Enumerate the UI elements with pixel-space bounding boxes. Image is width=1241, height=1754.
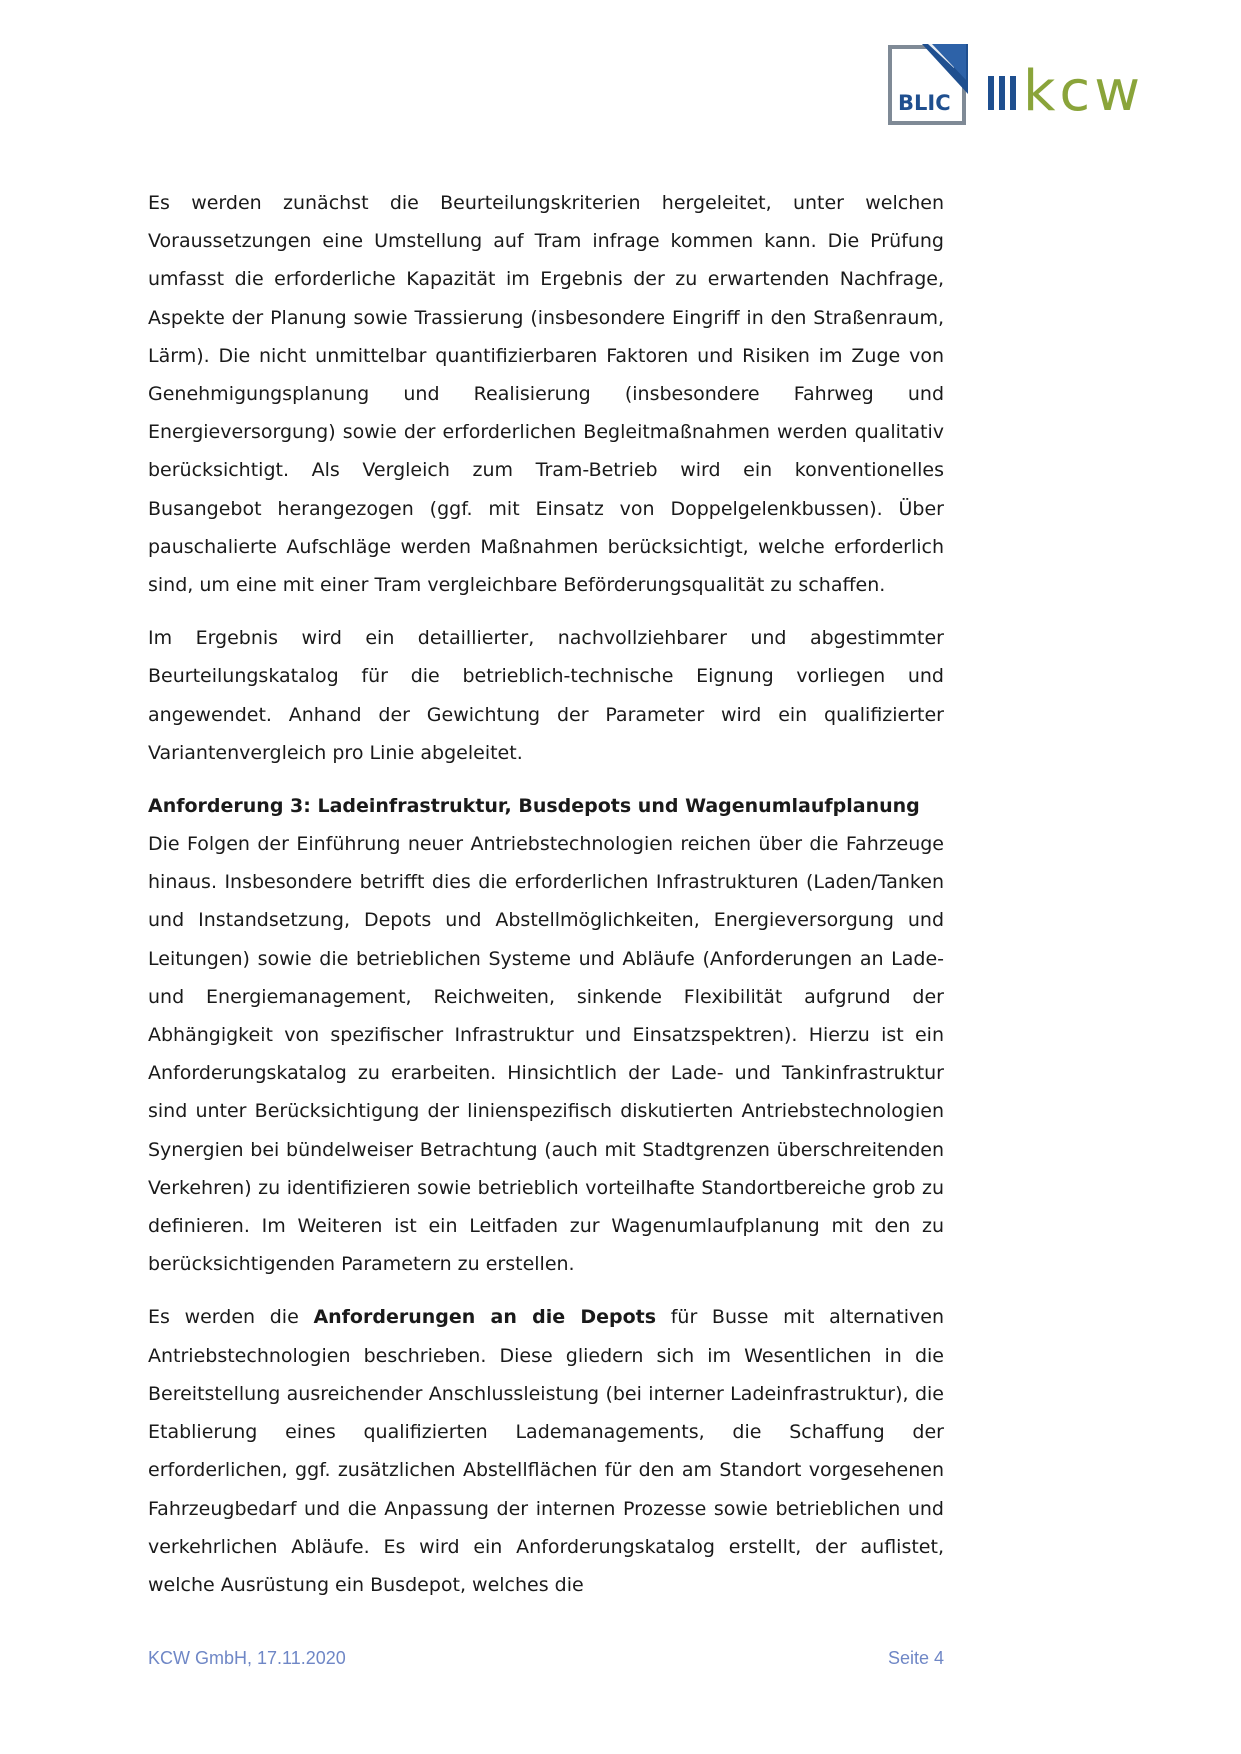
document-body: [148, 184, 944, 1619]
paragraph-4-rest: für Busse mit alternativen Antriebstechnologien beschrieben. Diese gliedern sich im Wesentlichen in die Bereitstellung ausreichender Anschlussleistung (bei interner Ladeinfrastruktur), die Etablierung eines qualifizierten Lademanagements, die Schaffung der erforderlichen, ggf. zusätzlichen Abstellflächen für den am Standort vorgesehenen Fahrzeugbedarf und die Anpassung der internen Prozesse sowie betrieblichen und verkehrlichen Abläufe. Es wird ein Anforderungskatalog erstellt, der auflistet, welche Ausrüstung ein Busdepot, welches die: [148, 1306, 944, 1596]
logo-graphic: [888, 44, 1178, 128]
paragraph-4: [148, 1298, 944, 1604]
footer-page-number: Seite 4: [887, 1648, 944, 1668]
blic-logo: [890, 44, 968, 123]
header-logos: [888, 44, 1178, 128]
footer-company-date: KCW GmbH, 17.11.2020: [148, 1648, 346, 1668]
kcw-logo-text: kcw: [1023, 59, 1145, 124]
paragraph-2: Im Ergebnis wird ein detaillierter, nachvollziehbarer und abgestimmter Beurteilungskatalog für die betrieblich-technische Eignung vorliegen und angewendet. Anhand der Gewichtung der Parameter wird ein qualifizierter Variantenvergleich pro Linie abgeleitet.: [148, 627, 944, 764]
paragraph-3: Die Folgen der Einführung neuer Antriebstechnologien reichen über die Fahrzeuge hinaus. Insbesondere betrifft dies die erforderlichen Infrastrukturen (Laden/Tanken und Instandsetzung, Depots und Abstellmöglichkeiten, Energieversorgung und Leitungen) sowie die betrieblichen Systeme und Abläufe (Anforderungen an Lade- und Energiemanagement, Reichweiten, sinkende Flexibilität aufgrund der Abhängigkeit von spezifischer Infrastruktur und Einsatzspektren). Hierzu ist ein Anforderungskatalog zu erarbeiten. Hinsichtlich der Lade- und Tankinfrastruktur sind unter Berücksichtigung der linienspezifisch diskutierten Antriebstechnologien Synergien bei bündelweiser Betrachtung (auch mit Stadtgrenzen überschreitenden Verkehren) zu identifizieren sowie betrieblich vorteilhafte Standortbereiche grob zu definieren. Im Weiteren ist ein Leitfaden zur Wagenumlaufplanung mit den zu berücksichtigenden Parametern zu erstellen.: [148, 833, 944, 1276]
blic-logo-text: BLIC: [898, 91, 951, 115]
paragraph-1: Es werden zunächst die Beurteilungskriterien hergeleitet, unter welchen Voraussetzungen eine Umstellung auf Tram infrage kommen kann. Die Prüfung umfasst die erforderliche Kapazität im Ergebnis der zu erwartenden Nachfrage, Aspekte der Planung sowie Trassierung (insbesondere Eingriff in den Straßenraum, Lärm). Die nicht unmittelbar quantifizierbaren Faktoren und Risiken im Zuge von Genehmigungsplanung und Realisierung (insbesondere Fahrweg und Energieversorgung) sowie der erforderlichen Begleitmaßnahmen werden qualitativ berücksichtigt. Als Vergleich zum Tram-Betrieb wird ein konventionelles Busangebot herangezogen (ggf. mit Einsatz von Doppelgelenkbussen). Über pauschalierte Aufschläge werden Maßnahmen berücksichtigt, welche erforderlich sind, um eine mit einer Tram vergleichbare Beförderungsqualität zu schaffen.: [148, 192, 944, 597]
section-heading-anforderung-3: Anforderung 3: Ladeinfrastruktur, Busdepots und Wagenumlaufplanung: [148, 795, 920, 818]
paragraph-4-start: Es werden die: [148, 1306, 314, 1329]
kcw-logo: [988, 59, 1144, 124]
paragraph-4-bold: Anforderungen an die Depots: [313, 1306, 657, 1329]
